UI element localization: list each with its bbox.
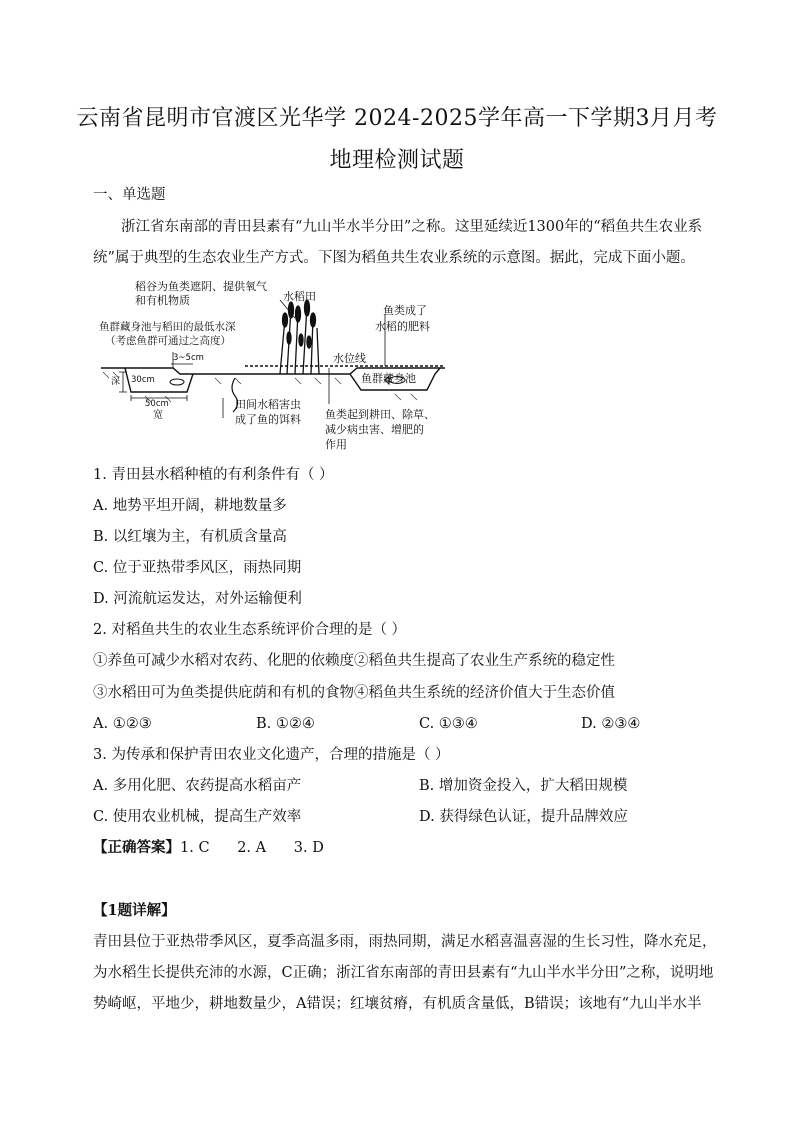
diagram-label: 鱼类起到耕田、除草、	[325, 408, 435, 421]
rice-plants	[280, 300, 319, 374]
section-heading: 一、单选题	[93, 187, 166, 203]
diagram-label: 和有机物质	[135, 294, 190, 307]
diagram-label: 水位线	[333, 352, 366, 365]
diagram-label: 深	[111, 377, 121, 387]
diagram-label: 50cm	[145, 399, 169, 409]
answer-row	[93, 838, 324, 858]
answer-label: 【正确答案】	[93, 839, 180, 856]
diagram-label: 田间水稻害虫	[235, 398, 301, 411]
diagram-label: 鱼群藏身池	[361, 372, 416, 385]
question-3-option-d: D. 获得绿色认证，提升品牌效应	[419, 809, 628, 825]
question-3-stem: 3. 为传承和保护青田农业文化遗产，合理的措施是（ ）	[93, 747, 450, 763]
diagram-label: 作用	[325, 438, 347, 451]
page-subtitle: 地理检测试题	[329, 148, 465, 173]
question-1-option-c: C. 位于亚热带季风区，雨热同期	[93, 560, 302, 576]
question-3-option-a: A. 多用化肥、农药提高水稻亩产	[93, 778, 302, 794]
question-2-option-d: D. ②③④	[581, 716, 641, 732]
question-2-stem: 2. 对稻鱼共生的农业生态系统评价合理的是（ ）	[93, 622, 407, 638]
intro-paragraph-line: 统”属于典型的生态农业生产方式。下图为稻鱼共生农业系统的示意图。据此，完成下面小题。	[93, 250, 695, 266]
diagram-label: 3~5cm	[173, 353, 204, 363]
diagram-label: 鱼类成了	[383, 304, 427, 317]
question-1-option-d: D. 河流航运发达，对外运输便利	[93, 591, 302, 607]
diagram-label: 鱼群藏身池与稻田的最低水深	[99, 321, 236, 333]
question-2-option-a: A. ①②③	[93, 716, 152, 732]
question-2-statements: ①养鱼可减少水稻对农药、化肥的依赖度②稻鱼共生提高了农业生产系统的稳定性	[93, 653, 615, 669]
answer-text: 1. C 2. A 3. D	[180, 840, 324, 856]
page-title: 云南省昆明市官渡区光华学 2024-2025学年高一下学期3月月考	[76, 106, 718, 131]
question-2-statements: ③水稻田可为鱼类提供庇荫和有机的食物④稻鱼共生系统的经济价值大于生态价值	[93, 685, 615, 701]
diagram-label: 稻谷为鱼类遮阴、提供氧气	[135, 280, 267, 293]
diagram-label: （考虑鱼群可通过之高度）	[105, 335, 231, 347]
detail-paragraph-line: 势崎岖，平地少，耕地数量少，A错误；红壤贫瘠，有机质含量低，B错误；该地有“九山半水半	[93, 996, 702, 1012]
question-2-option-c: C. ①③④	[419, 716, 478, 732]
intro-paragraph-line: 浙江省东南部的青田县素有“九山半水半分田”之称。这里延续近1300年的“稻鱼共生农业系	[121, 219, 703, 235]
detail-paragraph-line: 为水稻生长提供充沛的水源，C正确；浙江省东南部的青田县素有“九山半水半分田”之称，说明地	[93, 965, 714, 981]
question-3-option-c: C. 使用农业机械，提高生产效率	[93, 809, 302, 825]
question-1-option-a: A. 地势平坦开阔，耕地数量多	[93, 498, 287, 514]
question-1-option-b: B. 以红壤为主，有机质含量高	[93, 529, 287, 545]
question-1-stem: 1. 青田县水稻种植的有利条件有（ ）	[93, 467, 334, 483]
diagram-label: 30cm	[131, 375, 155, 385]
diagram-label: 水稻的肥料	[375, 320, 430, 333]
detail-heading: 【1题详解】	[93, 902, 176, 919]
question-3-option-b: B. 增加资金投入，扩大稻田规模	[419, 778, 628, 794]
question-2-option-b: B. ①②④	[256, 716, 315, 732]
diagram-label: 减少病虫害、增肥的	[325, 423, 424, 436]
detail-paragraph-line: 青田县位于亚热带季风区，夏季高温多雨，雨热同期，满足水稻喜温喜湿的生长习性，降水充足，	[93, 934, 717, 950]
rice-fish-diagram	[95, 278, 455, 460]
diagram-label: 成了鱼的饵料	[235, 413, 301, 426]
diagram-label: 宽	[153, 410, 163, 421]
diagram-label: 水稻田	[283, 290, 316, 303]
